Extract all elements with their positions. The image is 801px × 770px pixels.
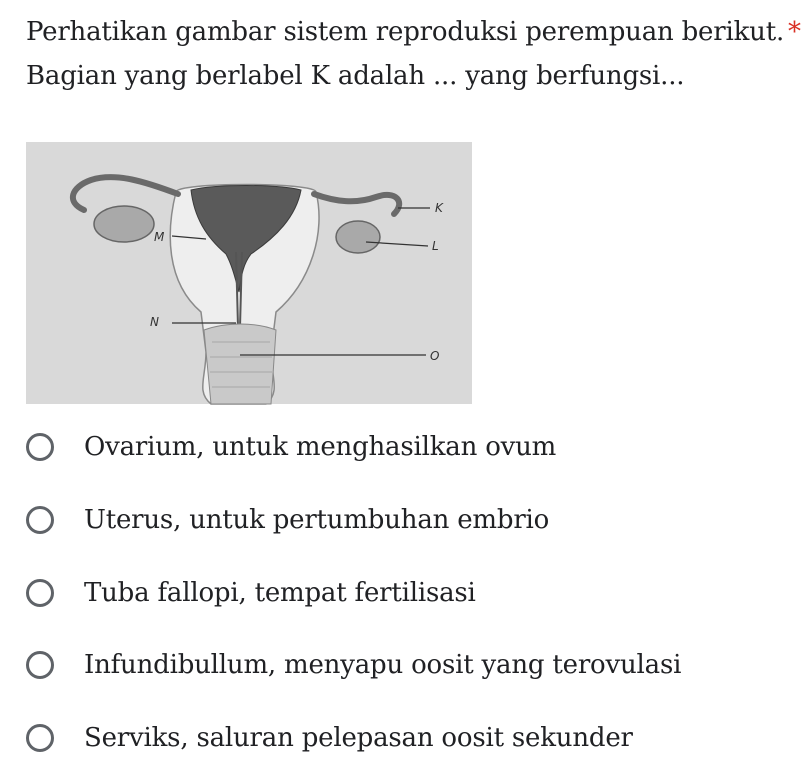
radio-button[interactable] <box>26 506 54 534</box>
label-l: L <box>432 239 439 253</box>
option-tuba-fallopi[interactable] <box>26 571 786 615</box>
radio-button[interactable] <box>26 433 54 461</box>
required-asterisk: * <box>788 17 801 47</box>
label-m: M <box>154 230 165 244</box>
option-uterus[interactable] <box>26 498 786 542</box>
label-k: K <box>435 201 443 215</box>
left-ovary <box>94 206 154 242</box>
option-infundibullum[interactable] <box>26 643 786 687</box>
option-ovarium[interactable] <box>26 425 786 469</box>
right-ovary <box>336 221 380 253</box>
question-text-1: Perhatikan gambar sistem reproduksi perempuan berikut. <box>26 17 785 47</box>
option-label: Infundibullum, menyapu oosit yang terovulasi <box>84 650 682 680</box>
reproductive-system-image <box>26 142 472 404</box>
option-label: Tuba fallopi, tempat fertilisasi <box>84 578 476 608</box>
option-serviks[interactable] <box>26 716 786 760</box>
vagina <box>204 324 276 404</box>
question-line-1 <box>26 10 801 54</box>
question-title <box>26 10 801 98</box>
question-line-2: Bagian yang berlabel K adalah ... yang berfungsi... <box>26 61 685 91</box>
option-label: Serviks, saluran pelepasan oosit sekunder <box>84 723 633 753</box>
option-label: Ovarium, untuk menghasilkan ovum <box>84 432 557 462</box>
reproductive-system-diagram <box>26 142 472 404</box>
radio-button[interactable] <box>26 651 54 679</box>
radio-button[interactable] <box>26 724 54 752</box>
label-n: N <box>150 315 159 329</box>
label-o: O <box>430 349 440 363</box>
option-label: Uterus, untuk pertumbuhan embrio <box>84 505 550 535</box>
radio-button[interactable] <box>26 579 54 607</box>
